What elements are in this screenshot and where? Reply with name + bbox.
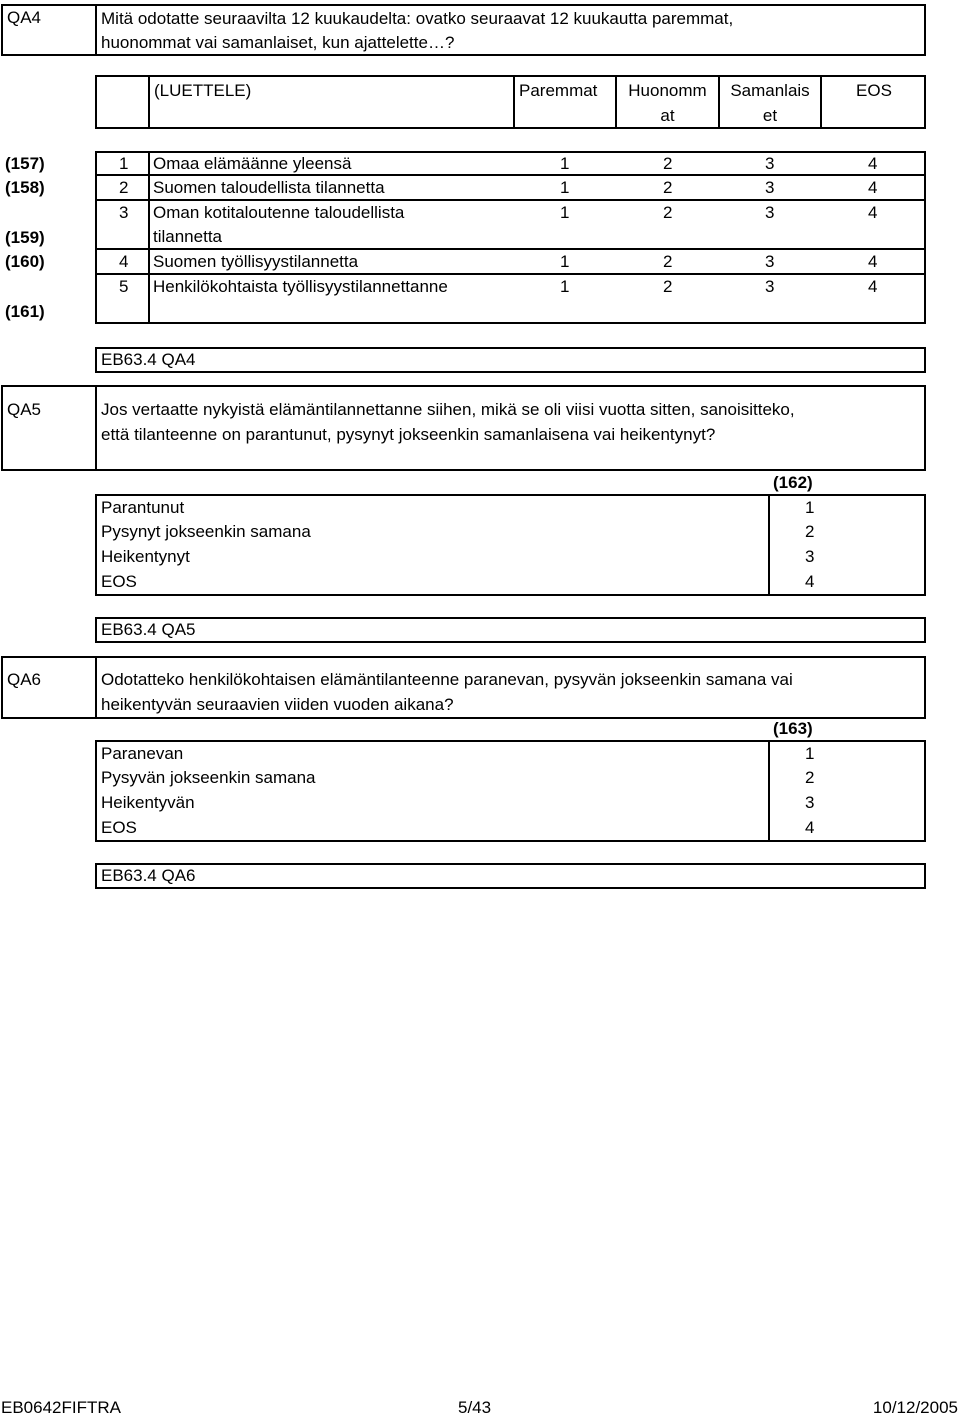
qa4-row-value: 1 [560, 252, 570, 271]
qa4-row-value: 1 [560, 154, 570, 173]
qa4-row-value: 2 [663, 203, 673, 222]
qa6-option-label: EOS [101, 818, 137, 837]
qa4-row-value: 2 [663, 154, 673, 173]
qa4-row-value: 3 [765, 154, 775, 173]
qa4-row-value: 3 [765, 277, 775, 296]
qa6-option-label: Pysyvän jokseenkin samana [101, 768, 316, 787]
qa4-question-line1: Mitä odotatte seuraavilta 12 kuukaudelta: ovatko seuraavat 12 kuukautta paremmat, [101, 9, 734, 28]
qa4-header-same-1: Samanlais [730, 81, 810, 100]
qa4-row-code: (157) [5, 154, 45, 173]
qa5-option-value: 3 [805, 547, 815, 566]
qa4-row-value: 4 [868, 252, 878, 271]
qa4-row-value: 2 [663, 277, 673, 296]
qa4-row-label: Henkilökohtaista työllisyystilannettanne [153, 277, 448, 296]
qa5-options-box [95, 494, 926, 596]
qa4-row-label-cont: tilannetta [153, 227, 222, 246]
qa4-row-value: 4 [868, 178, 878, 197]
qa4-row-value: 3 [765, 252, 775, 271]
qa6-option-value: 2 [805, 768, 815, 787]
qa4-source-box [95, 347, 926, 373]
qa6-source-box [95, 863, 926, 889]
qa4-row-value: 3 [765, 203, 775, 222]
qa4-row-number: 1 [119, 154, 129, 173]
qa5-source: EB63.4 QA5 [101, 620, 196, 639]
qa4-row-code: (161) [5, 302, 45, 321]
qa4-header-dk: EOS [856, 81, 892, 100]
qa6-option-value: 3 [805, 793, 815, 812]
qa4-row-number: 4 [119, 252, 129, 271]
qa4-row-value: 1 [560, 203, 570, 222]
qa6-option-label: Paranevan [101, 744, 184, 763]
qa4-row-number: 5 [119, 277, 129, 296]
qa4-row-code: (159) [5, 228, 45, 247]
qa4-row-code: (160) [5, 252, 45, 271]
qa5-source-box [95, 617, 926, 643]
qa4-row-value: 2 [663, 252, 673, 271]
qa5-question-line2: että tilanteenne on parantunut, pysynyt jokseenkin samanlaisena vai heikentynyt? [101, 425, 716, 444]
qa4-row-label: Suomen taloudellista tilannetta [153, 178, 385, 197]
qa4-source: EB63.4 QA4 [101, 350, 196, 369]
qa5-option-label: Heikentynyt [101, 547, 190, 566]
qa4-row-value: 4 [868, 203, 878, 222]
qa4-row-value: 1 [560, 178, 570, 197]
qa4-row-number: 3 [119, 203, 129, 222]
qa6-option-label: Heikentyvän [101, 793, 195, 812]
qa4-row-label: Oman kotitaloutenne taloudellista [153, 203, 405, 222]
qa6-id: QA6 [7, 670, 42, 689]
qa4-row-value: 1 [560, 277, 570, 296]
qa6-option-value: 4 [805, 818, 815, 837]
footer-date: 10/12/2005 [872, 1398, 958, 1417]
qa4-question-line2: huonommat vai samanlaiset, kun ajattelette…? [101, 33, 455, 52]
qa4-row-value: 2 [663, 178, 673, 197]
qa5-option-label: Pysynyt jokseenkin samana [101, 522, 311, 541]
qa4-header-same-2: et [762, 106, 778, 125]
qa4-row-number: 2 [119, 178, 129, 197]
footer-doc-id: EB0642FIFTRA [1, 1398, 121, 1417]
qa5-option-label: Parantunut [101, 498, 185, 517]
qa6-option-value: 1 [805, 744, 815, 763]
qa6-code: (163) [773, 719, 813, 738]
qa5-option-label: EOS [101, 572, 137, 591]
qa4-row-label: Suomen työllisyystilannetta [153, 252, 359, 271]
qa4-row-label: Omaa elämäänne yleensä [153, 154, 352, 173]
qa6-options-box [95, 740, 926, 842]
qa4-header-list: (LUETTELE) [154, 81, 252, 100]
qa4-row-value: 4 [868, 154, 878, 173]
qa4-row-code: (158) [5, 178, 45, 197]
qa4-id: QA4 [7, 8, 42, 27]
qa5-option-value: 1 [805, 498, 815, 517]
qa4-header-better: Paremmat [519, 81, 598, 100]
qa6-source: EB63.4 QA6 [101, 866, 196, 885]
qa5-code: (162) [773, 473, 813, 492]
qa4-header-worse-2: at [660, 106, 675, 125]
qa5-id: QA5 [7, 400, 42, 419]
qa6-question-line1: Odotatteko henkilökohtaisen elämäntilanteenne paranevan, pysyvän jokseenkin samana vai [101, 670, 793, 689]
qa4-row-value: 3 [765, 178, 775, 197]
qa6-question-line2: heikentyvän seuraavien viiden vuoden aikana? [101, 695, 454, 714]
qa5-question-line1: Jos vertaatte nykyistä elämäntilannettanne siihen, mikä se oli viisi vuotta sitten, sanoisitteko, [101, 400, 795, 419]
footer-page-number: 5/43 [458, 1398, 492, 1417]
qa4-row-value: 4 [868, 277, 878, 296]
qa5-option-value: 2 [805, 522, 815, 541]
qa5-option-value: 4 [805, 572, 815, 591]
qa4-header-worse-1: Huonomm [628, 81, 707, 100]
